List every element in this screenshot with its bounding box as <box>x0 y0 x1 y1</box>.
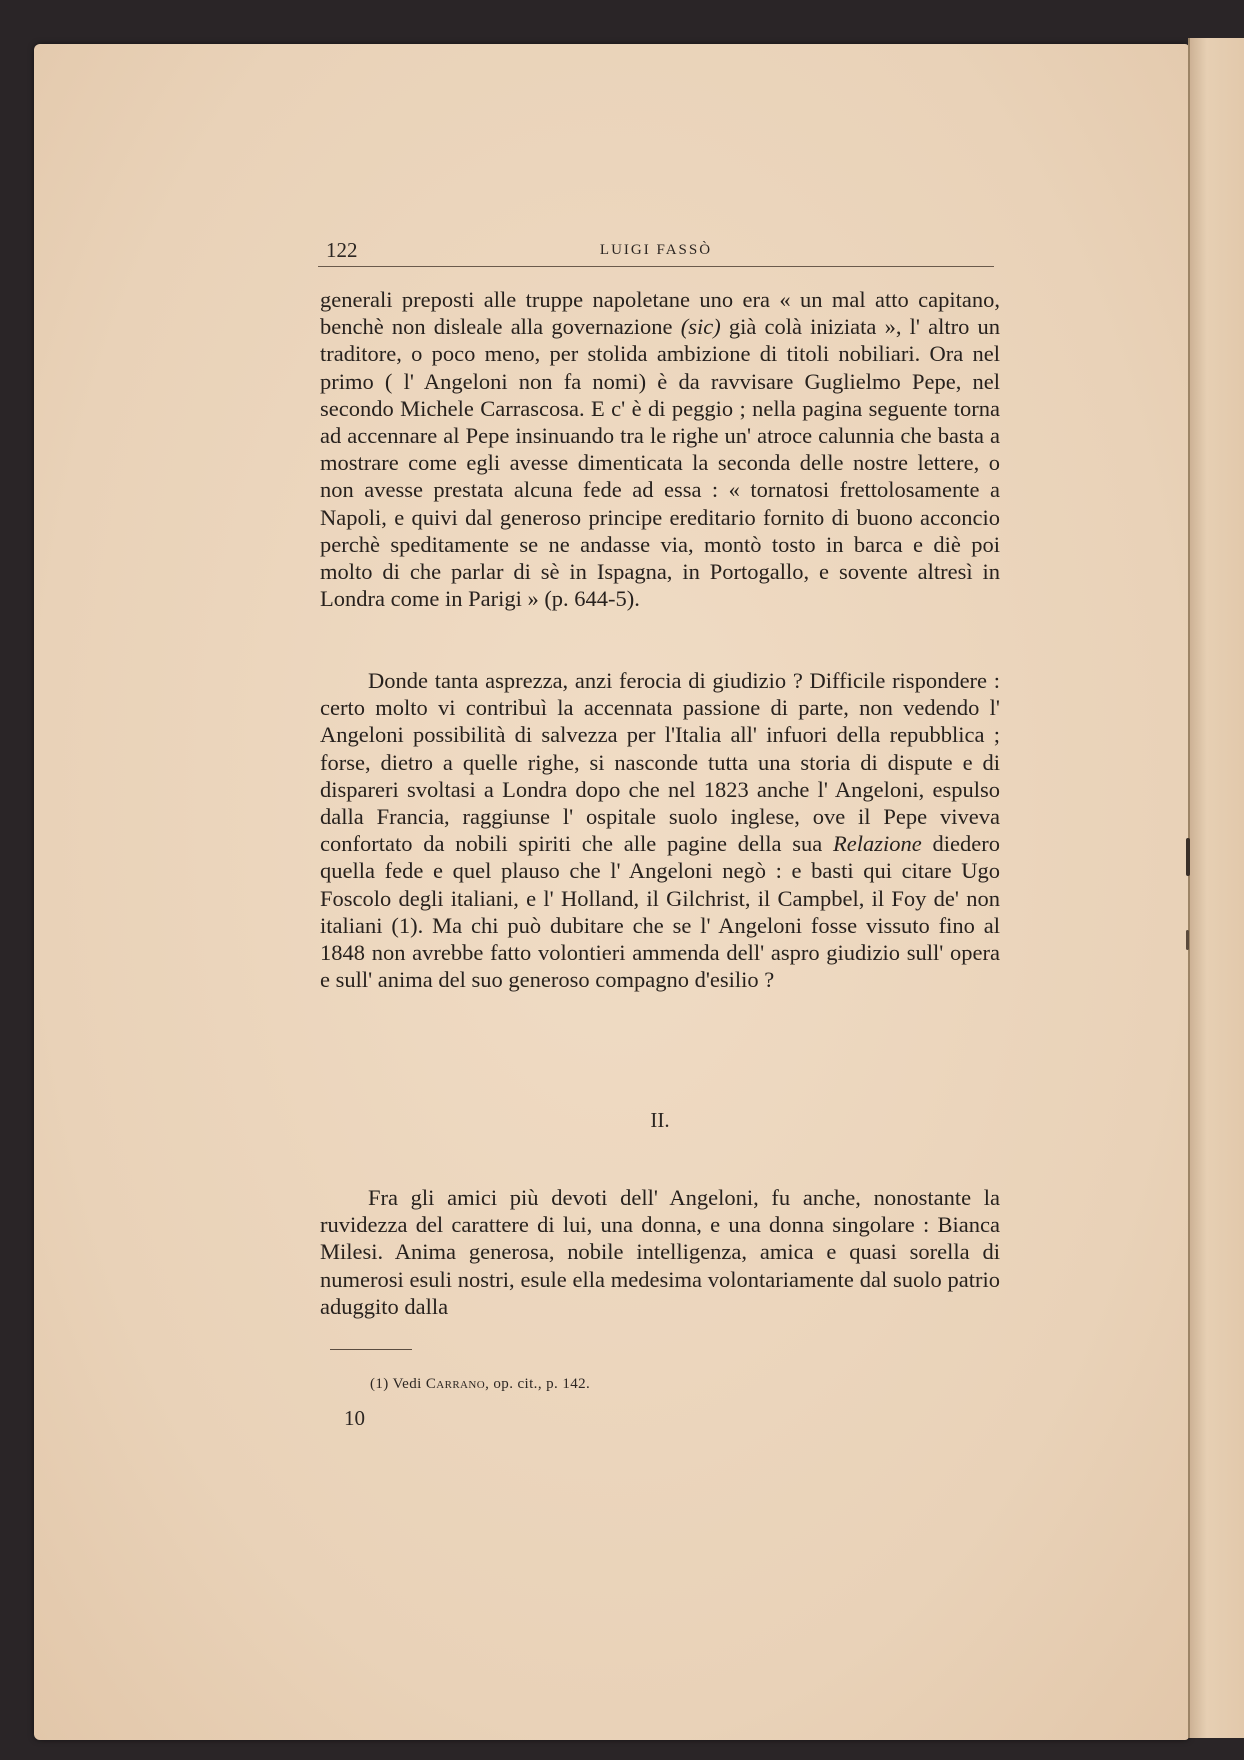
running-header <box>318 236 994 267</box>
paragraph-2-text-b: diedero quella fede e quel plauso che l' Angeloni negò : e basti qui citare Ugo Foscolo degli italiani, e l' Holland, il Gilchrist, il Campbel, il Foy de' non italiani (1). Ma chi può dubitare che se l' Angeloni fosse vissuto fino al 1848 non avrebbe fatto volontieri ammenda dell' aspro giudizio sull' opera e sull' anima del suo generoso compagno d'esilio ? <box>320 831 1000 993</box>
section-heading: II. <box>650 1108 670 1132</box>
footnote-prefix: (1) Vedi <box>370 1376 426 1392</box>
paragraph-2 <box>320 667 1000 993</box>
signature-mark: 10 <box>344 1406 365 1430</box>
edge-ink-mark <box>1186 838 1190 876</box>
footnote <box>370 1376 590 1393</box>
paragraph-3-text: Fra gli amici più devoti dell' Angeloni, fu anche, nonostante la ruvidezza del carattere di lui, una donna, e una donna singolare : Bianca Milesi. Anima generosa, nobile intelligenza, amica e quasi sorella di numerosi esuli nostri, esule ella medesima volontariamente dal suolo patrio aduggito dalla <box>320 1185 1000 1319</box>
footnote-rule <box>330 1349 412 1350</box>
running-head-author: LUIGI FASSÒ <box>599 242 713 258</box>
paragraph-1-emphasis: (sic) <box>680 314 721 340</box>
paragraph-1-text-b: già colà iniziata », l' altro un traditore, o poco meno, per stolida ambizione di titoli nobiliari. Ora nel primo ( l' Angeloni non fa nomi) è da ravvisare Guglielmo Pepe, nel secondo Michele Carrascosa. E c' è di peggio ; nella pagina seguente torna ad accennare al Pepe insinuando tra le righe un' atroce calunnia che basta a mostrare come egli avesse dimenticata la seconda delle nostre lettere, o non avesse prestata alcuna fede ad essa : « tornatosi frettolosamente a Napoli, e quivi dal generoso principe ereditario fornito di buono acconcio perchè speditamente se ne andasse via, montò tosto in barca e diè poi molto di che parlar di sè in Ispagna, in Portogallo, e sovente altresì in Londra come in Parigi » (p. 644-5). <box>320 314 1000 612</box>
paragraph-3 <box>320 1184 1000 1320</box>
next-page-edge <box>1188 38 1244 1738</box>
paragraph-1-text-a: generali preposti alle truppe napoletane uno era « un mal atto capitano, benchè non disleale alla governazione <box>320 287 1000 340</box>
page-number: 122 <box>326 238 358 262</box>
paragraph-1 <box>320 286 1000 612</box>
footnote-suffix: , op. cit., p. 142. <box>485 1376 591 1392</box>
edge-ink-mark-small <box>1186 930 1189 950</box>
paragraph-2-text-a: Donde tanta asprezza, anzi ferocia di giudizio ? Difficile rispondere : certo molto vi contribuì la accennata passione di parte, non vedendo l' Angeloni possibilità di salvezza per l'Italia all' infuori della repubblica ; forse, dietro a quelle righe, si nasconde tutta una storia di dispute e di dispareri svoltasi a Londra dopo che nel 1823 anche l' Angeloni, espulso dalla Francia, raggiunse l' ospitale suolo inglese, ove il Pepe viveva confortato da nobili spiriti che alle pagine della sua <box>320 668 1000 857</box>
paragraph-2-emphasis: Relazione <box>833 831 922 857</box>
footnote-author: Carrano <box>425 1376 486 1392</box>
